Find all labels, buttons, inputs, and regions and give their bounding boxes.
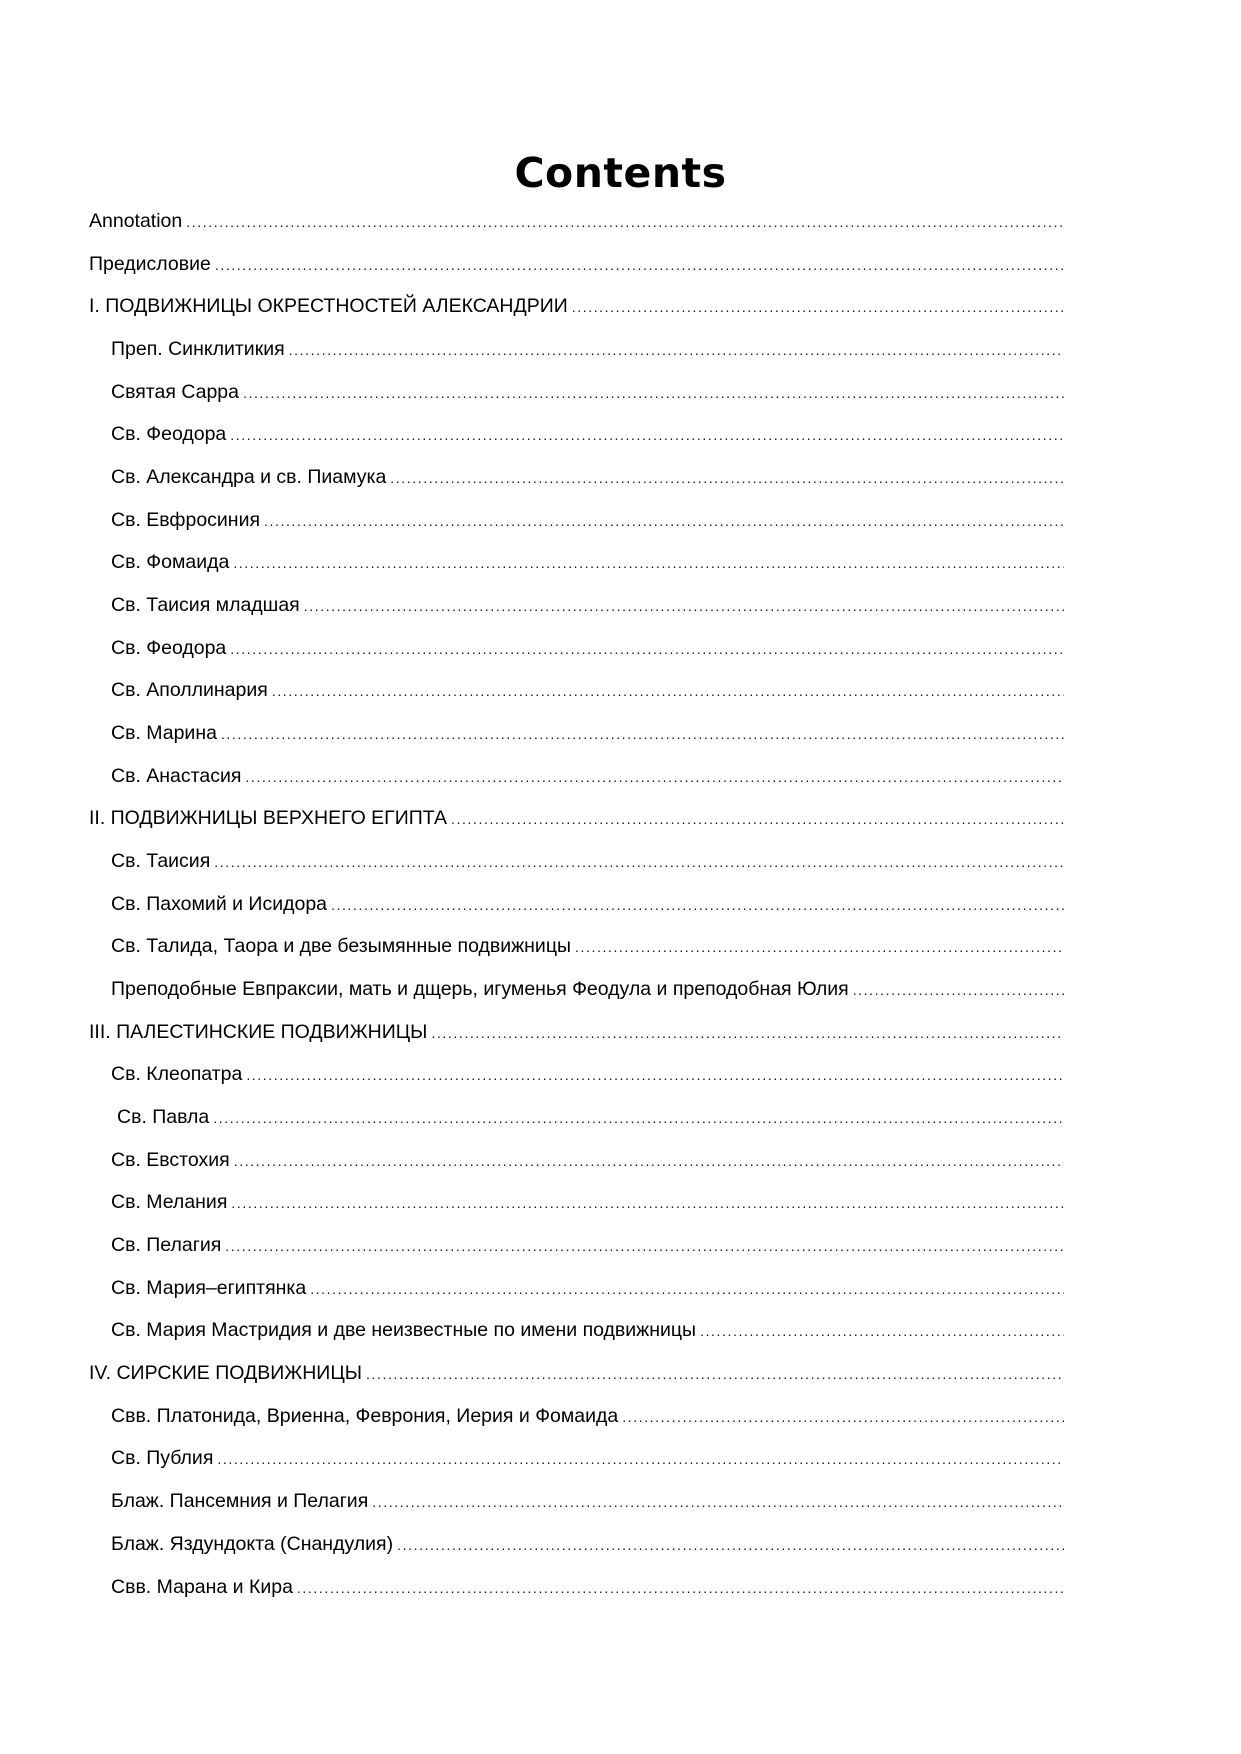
toc-section-heading[interactable] xyxy=(89,291,1064,334)
toc-entry[interactable] xyxy=(89,1401,1064,1444)
toc-entry[interactable] xyxy=(89,1230,1064,1273)
toc-entry[interactable] xyxy=(89,1486,1064,1529)
toc-dot-leader xyxy=(575,932,1064,962)
toc-entry-label[interactable]: Св. Пелагия xyxy=(111,1234,222,1257)
toc-entry-label[interactable]: Преподобные Евпраксии, мать и дщерь, игуменья Феодула и преподобная Юлия xyxy=(111,978,849,1001)
table-of-contents xyxy=(89,206,1064,1614)
toc-dot-leader xyxy=(245,762,1064,792)
toc-entry-label[interactable]: Святая Сарра xyxy=(111,380,239,403)
toc-entry-label[interactable]: Св. Таисия xyxy=(111,850,211,873)
toc-entry[interactable] xyxy=(89,761,1064,804)
toc-entry-label[interactable]: Св. Феодора xyxy=(111,423,227,446)
toc-dot-leader xyxy=(622,1402,1064,1432)
toc-entry-label[interactable]: Св. Аполлинария xyxy=(111,679,268,702)
toc-entry[interactable] xyxy=(89,718,1064,761)
toc-entry-label[interactable]: Св. Клеопатра xyxy=(111,1063,243,1086)
toc-entry-label[interactable]: Предисловие xyxy=(89,252,211,275)
toc-dot-leader xyxy=(372,1487,1064,1517)
toc-dot-leader xyxy=(431,1018,1064,1048)
page-title: Contents xyxy=(514,149,727,197)
toc-dot-leader xyxy=(221,719,1064,749)
toc-entry-label[interactable]: Св. Феодора xyxy=(111,636,227,659)
toc-dot-leader xyxy=(397,1530,1064,1560)
toc-dot-leader xyxy=(234,1146,1064,1176)
toc-section-heading[interactable] xyxy=(89,1358,1064,1401)
toc-dot-leader xyxy=(297,1573,1064,1603)
toc-dot-leader xyxy=(230,634,1064,664)
toc-entry-label[interactable]: Annotation xyxy=(89,210,183,232)
toc-dot-leader xyxy=(186,207,1064,237)
toc-entry[interactable] xyxy=(89,206,1064,249)
toc-entry-label[interactable]: Преп. Синклитикия xyxy=(111,338,285,361)
toc-entry[interactable] xyxy=(89,590,1064,633)
toc-entry-label[interactable]: Св. Марина xyxy=(111,722,217,745)
toc-dot-leader xyxy=(217,1444,1064,1474)
toc-entry[interactable] xyxy=(89,889,1064,932)
toc-dot-leader xyxy=(700,1316,1064,1346)
toc-dot-leader xyxy=(246,1060,1064,1090)
toc-entry[interactable] xyxy=(89,1145,1064,1188)
toc-dot-leader xyxy=(272,676,1064,706)
toc-entry-label[interactable]: Свв. Марана и Кира xyxy=(111,1575,293,1598)
toc-entry[interactable] xyxy=(89,377,1064,420)
toc-entry[interactable] xyxy=(89,1443,1064,1486)
toc-entry[interactable] xyxy=(89,1273,1064,1316)
toc-entry[interactable] xyxy=(89,931,1064,974)
toc-dot-leader xyxy=(264,506,1064,536)
toc-dot-leader xyxy=(366,1359,1064,1389)
toc-entry-label[interactable]: Свв. Платонида, Вриенна, Феврония, Иерия и Фомаида xyxy=(111,1404,619,1427)
toc-entry[interactable] xyxy=(89,846,1064,889)
toc-entry[interactable] xyxy=(89,249,1064,292)
toc-dot-leader xyxy=(233,548,1064,578)
toc-entry-label[interactable]: Св. Евфросиния xyxy=(111,508,261,531)
toc-entry-label[interactable]: Блаж. Яздундокта (Снандулия) xyxy=(111,1532,394,1555)
toc-entry[interactable] xyxy=(89,1059,1064,1102)
toc-entry[interactable] xyxy=(89,1187,1064,1230)
toc-dot-leader xyxy=(572,292,1064,322)
toc-entry-label[interactable]: IV. СИРСКИЕ ПОДВИЖНИЦЫ xyxy=(89,1362,363,1385)
toc-entry[interactable] xyxy=(89,1529,1064,1572)
toc-dot-leader xyxy=(310,1274,1064,1304)
toc-entry[interactable] xyxy=(89,974,1064,1017)
toc-dot-leader xyxy=(331,890,1064,920)
toc-dot-leader xyxy=(213,1103,1064,1133)
toc-entry-label[interactable]: Св. Мария–египтянка xyxy=(111,1276,307,1299)
toc-entry[interactable] xyxy=(89,1315,1064,1358)
toc-entry[interactable] xyxy=(89,419,1064,462)
toc-dot-leader xyxy=(451,804,1064,834)
toc-section-heading[interactable] xyxy=(89,803,1064,846)
toc-entry-label[interactable]: Св. Евстохия xyxy=(111,1148,230,1171)
toc-entry[interactable] xyxy=(89,334,1064,377)
toc-section-heading[interactable] xyxy=(89,1017,1064,1060)
toc-dot-leader xyxy=(225,1231,1064,1261)
toc-entry-label[interactable]: II. ПОДВИЖНИЦЫ ВЕРХНЕГО ЕГИПТА xyxy=(89,807,448,830)
toc-dot-leader xyxy=(230,420,1064,450)
toc-entry[interactable] xyxy=(89,547,1064,590)
toc-entry[interactable] xyxy=(89,675,1064,718)
toc-entry[interactable] xyxy=(89,633,1064,676)
toc-entry-label[interactable]: Св. Павла xyxy=(117,1106,210,1129)
toc-dot-leader xyxy=(215,250,1064,280)
toc-entry[interactable] xyxy=(89,1102,1064,1145)
toc-entry-label[interactable]: Св. Фомаида xyxy=(111,551,230,574)
toc-dot-leader xyxy=(231,1188,1064,1218)
toc-entry[interactable] xyxy=(89,462,1064,505)
toc-entry-label[interactable]: Св. Публия xyxy=(111,1447,214,1470)
toc-entry-label[interactable]: Св. Талида, Таора и две безымянные подвижницы xyxy=(111,935,572,958)
toc-entry-label[interactable]: Св. Пахомий и Исидора xyxy=(111,892,328,915)
toc-entry-label[interactable]: Св. Мелания xyxy=(111,1191,228,1214)
toc-dot-leader xyxy=(289,335,1064,365)
toc-entry-label[interactable]: I. ПОДВИЖНИЦЫ ОКРЕСТНОСТЕЙ АЛЕКСАНДРИИ xyxy=(89,295,568,318)
toc-entry-label[interactable]: Блаж. Пансемния и Пелагия xyxy=(111,1490,369,1513)
toc-dot-leader xyxy=(390,463,1064,493)
toc-entry-label[interactable]: Св. Мария Мастридия и две неизвестные по имени подвижницы xyxy=(111,1319,697,1342)
toc-entry-label[interactable]: III. ПАЛЕСТИНСКИЕ ПОДВИЖНИЦЫ xyxy=(89,1020,428,1043)
toc-dot-leader xyxy=(853,975,1064,1005)
toc-entry-label[interactable]: Св. Александра и св. Пиамука xyxy=(111,466,387,489)
toc-entry[interactable] xyxy=(89,1572,1064,1615)
toc-dot-leader xyxy=(304,591,1064,621)
toc-dot-leader xyxy=(243,378,1064,408)
toc-entry[interactable] xyxy=(89,505,1064,548)
toc-dot-leader xyxy=(214,847,1064,877)
toc-entry-label[interactable]: Св. Анастасия xyxy=(111,764,242,787)
toc-entry-label[interactable]: Св. Таисия младшая xyxy=(111,594,300,617)
